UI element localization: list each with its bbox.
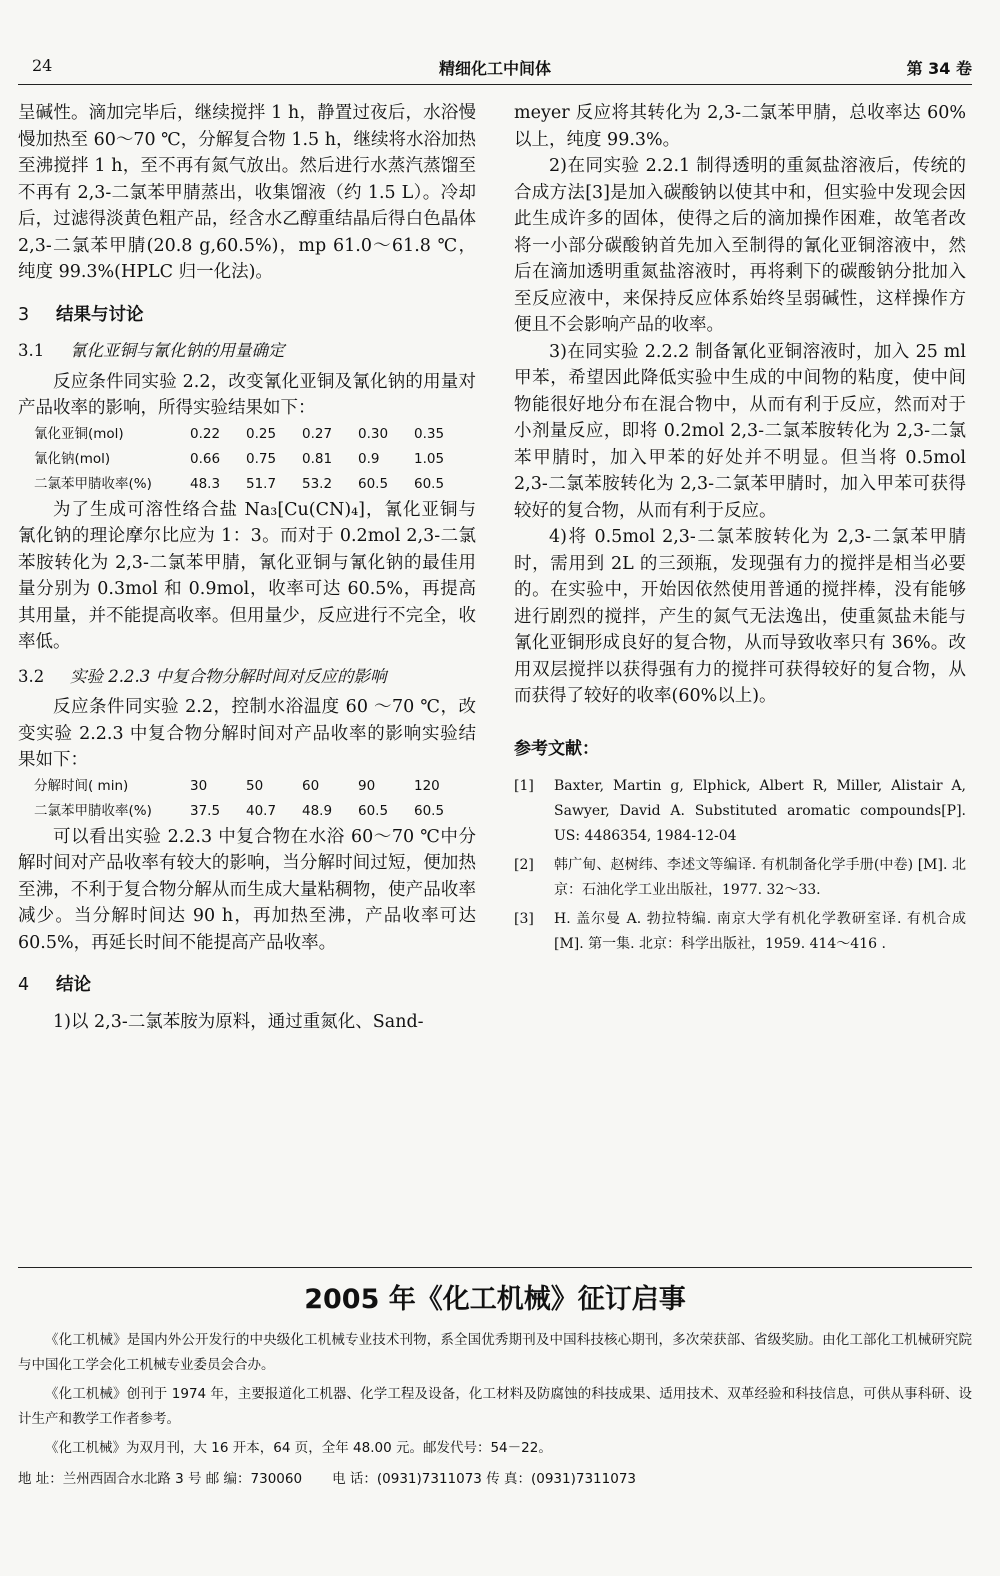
section-number: 4 [18,975,30,995]
table-cell: 48.3 [190,475,221,492]
reference-number: [2] [514,857,534,873]
section-heading [18,972,476,999]
subsection-heading [18,338,476,365]
table-cell: 0.30 [358,425,389,442]
paragraph: 呈碱性。滴加完毕后，继续搅拌 1 h，静置过夜后，水浴慢慢加热至 60～70 ℃，分解复合物 1.5 h，继续将水浴加热至沸搅拌 1 h，至不再有氮气放出。然后进行水蒸汽蒸馏至不再有 2,3-二氯苯甲腈蒸出，收集馏液（约 1.5 L）。冷却后，过滤得淡黄色粗产品，经含水乙醇重结晶后得白色晶体 2,3-二氯苯甲腈(20.8 g,60.5%)，mp 61.0～61.8 ℃，纯度 99.3%(HPLC 归一化法)。 [18,103,476,282]
reference-item [514,907,966,957]
subsection-number: 3.1 [18,341,45,360]
table-cell: 0.75 [246,450,277,467]
reference-item [514,774,966,849]
table-cell: 53.2 [302,475,333,492]
table-cell: 90 [358,777,376,794]
table-cell: 60.5 [358,802,389,819]
row-label: 氰化亚铜(mol) [34,425,124,442]
section-heading [18,302,476,329]
table-row [34,472,470,497]
volume-label: 第 34 卷 [906,59,972,78]
address-text: 地 址：兰州西固合水北路 3 号 邮 编：730060 [18,1471,303,1487]
page-number: 24 [32,56,53,75]
table-cell: 40.7 [246,802,277,819]
subsection-title: 实验 2.2.3 中复合物分解时间对反应的影响 [70,666,387,686]
subsection-title: 氰化亚铜与氰化钠的用量确定 [70,341,285,360]
table-cell: 60.5 [414,475,445,492]
table-cell: 1.05 [414,450,445,467]
paragraph: 3)在同实验 2.2.2 制备氰化亚铜溶液时，加入 25 ml 甲苯，希望因此降低实验中生成的中间物的粘度，使中间物能很好地分布在混合物中，从而有利于反应，然而对于小剂量反应，即将 0.2mol 2,3-二氯苯胺转化为 2,3-二氯苯甲腈时，加入甲苯的好处并不明显。但当将 0.5mol 2,3-二氯苯胺转化为 2,3-二氯苯甲腈时，加入甲苯可获得较好的复合物，从而有利于反应。 [514,341,966,521]
paragraph: 2)在同实验 2.2.1 制得透明的重氮盐溶液后，传统的合成方法[3]是加入碳酸钠以使其中和，但实验中发现会因此生成许多的固体，使得之后的滴加操作困难，故笔者改将一小部分碳酸钠首先加入至制得的氰化亚铜溶液中，然后在滴加透明重氮盐溶液时，再将剩下的碳酸钠分批加入至反应液中，来保持反应体系始终呈弱碱性，这样操作方便且不会影响产品的收率。 [514,156,966,335]
reference-number: [3] [514,911,534,927]
right-column [514,100,966,961]
table-cell: 120 [414,777,440,794]
table-cell: 50 [246,777,264,794]
journal-title: 精细化工中间体 [438,59,551,78]
data-table-reagent [34,422,470,497]
subsection-number: 3.2 [18,666,45,686]
table-cell: 48.9 [302,802,333,819]
row-label: 二氯苯甲腈收率(%) [34,475,152,492]
notice-divider [18,1267,972,1268]
notice-paragraph: 《化工机械》是国内外公开发行的中央级化工机械专业技术刊物，系全国优秀期刊及中国科技核心期刊，多次荣获部、省级奖励。由化工部化工机械研究院与中国化工学会化工机械专业委员会合办。 [18,1332,972,1373]
subscription-notice [18,1278,972,1492]
section-title: 结论 [56,975,91,995]
reference-number: [1] [514,778,534,794]
paragraph: 1)以 2,3-二氯苯胺为原料，通过重氮化、Sand- [53,1011,424,1032]
table-cell: 0.27 [302,425,333,442]
running-header [18,54,972,80]
contact-line [18,1467,972,1492]
section-number: 3 [18,304,30,325]
table-cell: 60.5 [414,802,445,819]
notice-title: 2005 年《化工机械》征订启事 [304,1284,686,1315]
table-row [34,774,470,799]
notice-paragraph: 《化工机械》创刊于 1974 年，主要报道化工机器、化学工程及设备，化工材料及防腐蚀的科技成果、适用技术、双革经验和科技信息，可供从事科研、设计生产和教学工作者参考。 [18,1386,972,1427]
row-label: 分解时间( min) [34,777,129,794]
reference-text: Baxter, Martin g, Elphick, Albert R, Miller, Alistair A, Sawyer, David A. Substituted aromatic compounds[P]. US: 4486354, 1984-12-04 [554,778,966,844]
table-cell: 0.22 [190,425,221,442]
reference-item [514,853,966,903]
table-cell: 0.81 [302,450,333,467]
paragraph: 反应条件同实验 2.2，控制水浴温度 60 ～70 ℃，改变实验 2.2.3 中复合物分解时间对产品收率的影响实验结果如下： [18,697,476,770]
table-row [34,799,470,824]
references-heading: 参考文献： [514,738,599,759]
section-title: 结果与讨论 [56,304,144,325]
paragraph: 可以看出实验 2.2.3 中复合物在水浴 60～70 ℃中分解时间对产品收率有较大的影响，当分解时间过短，便加热至沸，不利于复合物分解从而生成大量粘稠物，使产品收率减少。当分解时间达 90 h，再加热至沸，产品收率可达 60.5%，再延长时间不能提高产品收率。 [18,826,476,953]
table-cell: 37.5 [190,802,221,819]
header-rule [18,84,972,85]
phone-text: 电 话：(0931)7311073 传 真：(0931)7311073 [332,1471,636,1487]
left-column [18,100,476,1035]
row-label: 氰化钠(mol) [34,450,111,467]
reference-text: H. 盖尔曼 A. 勃拉特编. 南京大学有机化学教研室译. 有机合成[M]. 第一集. 北京：科学出版社，1959. 414～416 . [554,911,966,952]
paragraph: meyer 反应将其转化为 2,3-二氯苯甲腈，总收率达 60%以上，纯度 99.3%。 [514,103,966,150]
paragraph: 为了生成可溶性络合盐 Na₃[Cu(CN)₄]，氰化亚铜与氰化钠的理论摩尔比应为 1：3。而对于 0.2mol 2,3-二氯苯胺转化为 2,3-二氯苯甲腈，氰化亚铜与氰化钠的最佳用量分别为 0.3mol 和 0.9mol，收率可达 60.5%，再提高其用量，并不能提高收率。但用量少，反应进行不完全，收率低。 [18,499,476,652]
reference-text: 韩广甸、赵树纬、李述文等编译. 有机制备化学手册(中卷) [M]. 北京：石油化学工业出版社，1977. 32～33. [554,857,966,898]
data-table-time [34,774,470,824]
notice-paragraph: 《化工机械》为双月刊，大 16 开本，64 页，全年 48.00 元。邮发代号：54－22。 [45,1440,552,1456]
table-cell: 30 [190,777,208,794]
table-cell: 60 [302,777,320,794]
table-cell: 51.7 [246,475,277,492]
subsection-heading [18,664,476,691]
row-label: 二氯苯甲腈收率(%) [34,802,152,819]
table-cell: 0.25 [246,425,277,442]
table-cell: 0.35 [414,425,445,442]
table-row [34,422,470,447]
table-cell: 0.9 [358,450,380,467]
paragraph: 反应条件同实验 2.2，改变氰化亚铜及氰化钠的用量对产品收率的影响，所得实验结果如下： [18,371,476,418]
table-row [34,447,470,472]
table-cell: 60.5 [358,475,389,492]
paragraph: 4)将 0.5mol 2,3-二氯苯胺转化为 2,3-二氯苯甲腈时，需用到 2L 的三颈瓶，发现强有力的搅拌是相当必要的。在实验中，开始因依然使用普通的搅拌棒，没有能够进行剧烈的搅拌，产生的氮气无法逸出，使重氮盐未能与氰化亚铜形成良好的复合物，从而导致收率只有 36%。改用双层搅拌以获得强有力的搅拌可获得较好的复合物，从而获得了较好的收率(60%以上)。 [514,527,966,706]
table-cell: 0.66 [190,450,221,467]
